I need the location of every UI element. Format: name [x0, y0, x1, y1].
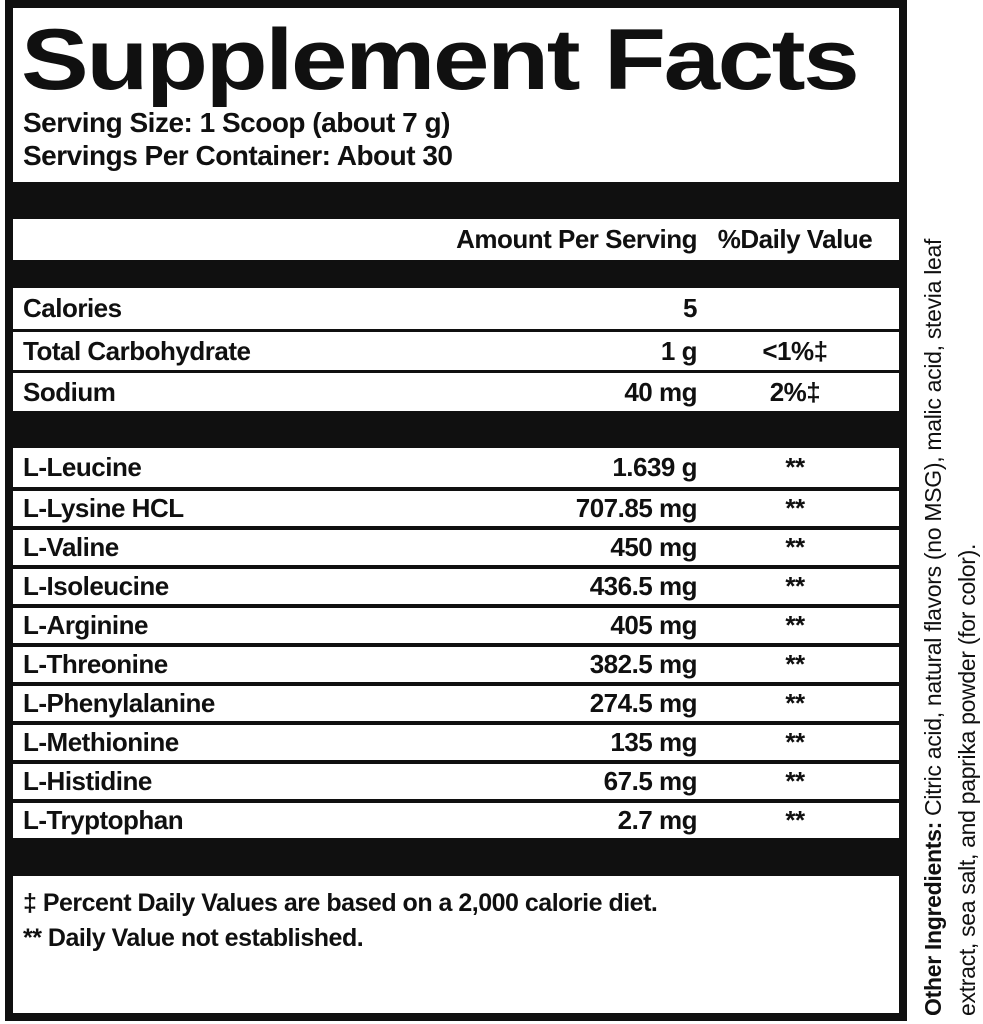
row-name: L-Tryptophan	[23, 805, 184, 835]
footnote-daily-value: ‡ Percent Daily Values are based on a 2,000 calorie diet.	[23, 889, 658, 917]
table-row	[13, 329, 899, 370]
row-daily-value: <1%‡	[762, 335, 828, 366]
row-daily-value: **	[785, 532, 805, 562]
row-amount: 707.85 mg	[575, 493, 697, 523]
table-row	[13, 643, 899, 682]
table-row	[13, 760, 899, 799]
row-daily-value: **	[785, 571, 805, 601]
table-row	[13, 604, 899, 643]
divider-bar-bottom	[13, 838, 899, 876]
row-name: L-Methionine	[23, 727, 179, 757]
row-daily-value: **	[785, 610, 805, 640]
other-ingredients-line-1	[916, 0, 950, 1016]
table-row	[13, 370, 899, 411]
table-row	[13, 721, 899, 760]
row-name: Calories	[23, 293, 122, 323]
label-title: Supplement Facts	[21, 12, 858, 108]
row-name: L-Isoleucine	[23, 571, 169, 601]
amino-acid-rows	[13, 448, 899, 838]
row-name: L-Threonine	[23, 649, 168, 679]
row-amount: 382.5 mg	[589, 649, 697, 679]
row-name: L-Lysine HCL	[23, 493, 184, 523]
row-daily-value: 2%‡	[769, 376, 821, 407]
other-ingredients-line-1-rest: Citric acid, natural flavors (no MSG), malic acid, stevia leaf	[920, 238, 946, 823]
table-row	[13, 526, 899, 565]
label-box	[5, 0, 907, 1021]
other-ingredients-text	[916, 0, 983, 1016]
row-daily-value: **	[785, 688, 805, 718]
servings-per-container: Servings Per Container: About 30	[23, 140, 453, 171]
row-daily-value: **	[785, 766, 805, 796]
other-ingredients-heading: Other Ingredients:	[920, 822, 946, 1016]
row-amount: 436.5 mg	[589, 571, 697, 601]
table-row	[13, 448, 899, 487]
row-amount: 67.5 mg	[603, 766, 697, 796]
row-amount: 40 mg	[624, 376, 697, 407]
amount-per-serving-header: Amount Per Serving	[456, 224, 697, 254]
row-name: Total Carbohydrate	[23, 335, 251, 366]
row-name: L-Phenylalanine	[23, 688, 215, 718]
row-daily-value: **	[785, 452, 805, 482]
row-name: L-Valine	[23, 532, 119, 562]
serving-info	[23, 106, 899, 172]
nutrient-rows	[13, 288, 899, 411]
row-name: Sodium	[23, 376, 116, 407]
divider-bar-header	[13, 264, 899, 288]
row-name: L-Histidine	[23, 766, 152, 796]
table-row	[13, 565, 899, 604]
row-amount: 1.639 g	[612, 452, 697, 482]
table-row	[13, 799, 899, 838]
row-name: L-Leucine	[23, 452, 142, 482]
row-daily-value: **	[785, 805, 805, 835]
table-row	[13, 288, 899, 329]
row-amount: 5	[683, 293, 697, 323]
table-row	[13, 682, 899, 721]
row-amount: 1 g	[660, 335, 697, 366]
divider-bar-top	[13, 182, 899, 219]
row-amount: 450 mg	[610, 532, 697, 562]
footnotes	[13, 876, 899, 956]
row-amount: 274.5 mg	[589, 688, 697, 718]
row-daily-value: **	[785, 649, 805, 679]
daily-value-header: %Daily Value	[717, 224, 873, 254]
serving-size: Serving Size: 1 Scoop (about 7 g)	[23, 107, 450, 138]
column-header-row	[13, 219, 899, 264]
row-daily-value: **	[785, 493, 805, 523]
row-amount: 135 mg	[610, 727, 697, 757]
row-name: L-Arginine	[23, 610, 148, 640]
row-daily-value: **	[785, 727, 805, 757]
row-amount: 405 mg	[610, 610, 697, 640]
other-ingredients-line-2: extract, sea salt, and paprika powder (for color).	[954, 543, 980, 1016]
row-amount: 2.7 mg	[617, 805, 697, 835]
footnote-not-established: ** Daily Value not established.	[23, 924, 364, 952]
table-row	[13, 487, 899, 526]
divider-bar-mid	[13, 411, 899, 448]
